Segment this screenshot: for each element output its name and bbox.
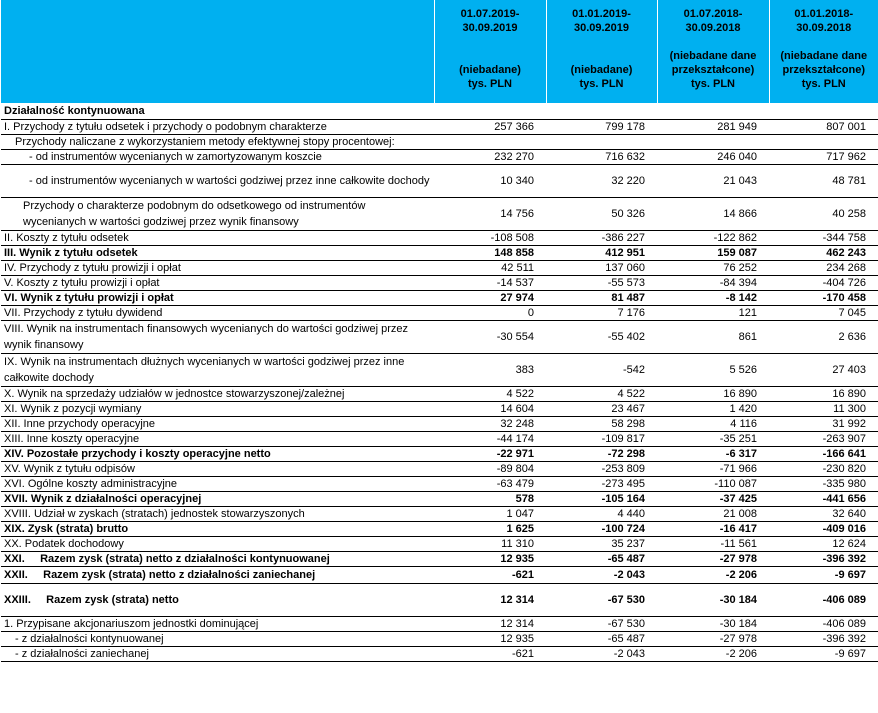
- cell-value: 234 268: [769, 261, 878, 276]
- cell-value: -30 184: [657, 584, 769, 617]
- cell-value: -396 392: [769, 632, 878, 647]
- table-row: [1, 165, 878, 198]
- cell-value: 4 116: [657, 417, 769, 432]
- cell-value: 7 045: [769, 306, 878, 321]
- cell-value: 14 604: [434, 402, 546, 417]
- cell-value: 246 040: [657, 150, 769, 165]
- row-label: V. Koszty z tytułu prowizji i opłat: [1, 276, 434, 291]
- cell-value: -55 402: [546, 321, 657, 354]
- table-row: [1, 261, 878, 276]
- cell-value: 23 467: [546, 402, 657, 417]
- table-row: [1, 462, 878, 477]
- cell-value: 462 243: [769, 246, 878, 261]
- cell-value: -35 251: [657, 432, 769, 447]
- cell-value: -166 641: [769, 447, 878, 462]
- header-blank-cell: [1, 0, 434, 103]
- period-start: 01.07.2018-: [683, 8, 743, 20]
- cell-value: -335 980: [769, 477, 878, 492]
- cell-value: 58 298: [546, 417, 657, 432]
- header-col-1: [434, 0, 546, 103]
- income-statement-table: [1, 0, 878, 662]
- note-line-2: (niebadane): [570, 64, 633, 76]
- cell-value: 578: [434, 492, 546, 507]
- row-label: XI. Wynik z pozycji wymiany: [1, 402, 434, 417]
- cell-value: 717 962: [769, 150, 878, 165]
- unit-label: tys. PLN: [690, 78, 735, 90]
- cell-value: 32 248: [434, 417, 546, 432]
- row-label: XIV. Pozostałe przychody i koszty operacyjne netto: [1, 447, 434, 462]
- row-label: I. Przychody z tytułu odsetek i przychody o podobnym charakterze: [1, 120, 434, 135]
- cell-value: -22 971: [434, 447, 546, 462]
- cell-value: -409 016: [769, 522, 878, 537]
- row-label: 1. Przypisane akcjonariuszom jednostki dominującej: [1, 617, 434, 632]
- row-label: IX. Wynik na instrumentach dłużnych wycenianych w wartości godziwej przez inne całkowite dochody: [1, 354, 434, 387]
- cell-value: 12 935: [434, 552, 546, 567]
- cell-value: 257 366: [434, 120, 546, 135]
- header-col-2: [546, 0, 657, 103]
- table-row: [1, 246, 878, 261]
- cell-value: -404 726: [769, 276, 878, 291]
- cell-value: 14 866: [657, 198, 769, 231]
- cell-value: -72 298: [546, 447, 657, 462]
- table-row: [1, 417, 878, 432]
- row-label: Przychody o charakterze podobnym do odsetkowego od instrumentów wycenianych w wartości godziwej przez wynik finansowy: [1, 198, 434, 231]
- cell-value: 11 300: [769, 402, 878, 417]
- table-row: [1, 632, 878, 647]
- table-row: [1, 617, 878, 632]
- cell-value: -122 862: [657, 231, 769, 246]
- unit-label: tys. PLN: [467, 78, 512, 90]
- cell-value: 4 522: [434, 387, 546, 402]
- cell-value: 76 252: [657, 261, 769, 276]
- cell-value: -84 394: [657, 276, 769, 291]
- cell-value: -6 317: [657, 447, 769, 462]
- cell-value: -67 530: [546, 584, 657, 617]
- row-label: II. Koszty z tytułu odsetek: [1, 231, 434, 246]
- table-row: [1, 135, 878, 150]
- table-row: [1, 552, 878, 567]
- cell-value: 35 237: [546, 537, 657, 552]
- section-row: [1, 103, 878, 120]
- cell-value: 48 781: [769, 165, 878, 198]
- cell-value: 5 526: [657, 354, 769, 387]
- cell-value: -170 458: [769, 291, 878, 306]
- row-label: XII. Inne przychody operacyjne: [1, 417, 434, 432]
- row-label: XV. Wynik z tytułu odpisów: [1, 462, 434, 477]
- note-line-1: (niebadane dane: [669, 50, 757, 62]
- row-label: VI. Wynik z tytułu prowizji i opłat: [1, 291, 434, 306]
- row-label: X. Wynik na sprzedaży udziałów w jednostce stowarzyszonej/zależnej: [1, 387, 434, 402]
- table-row: [1, 276, 878, 291]
- cell-value: -67 530: [546, 617, 657, 632]
- cell-value: -105 164: [546, 492, 657, 507]
- row-label: XXI. Razem zysk (strata) netto z działalności kontynuowanej: [1, 552, 434, 567]
- cell-value: 50 326: [546, 198, 657, 231]
- cell-value: 4 522: [546, 387, 657, 402]
- cell-value: -100 724: [546, 522, 657, 537]
- cell-value: -2 206: [657, 567, 769, 584]
- cell-value: 31 992: [769, 417, 878, 432]
- cell-value: 281 949: [657, 120, 769, 135]
- table-row: [1, 522, 878, 537]
- cell-value: 21 008: [657, 507, 769, 522]
- row-label: - od instrumentów wycenianych w zamortyzowanym koszcie: [1, 150, 434, 165]
- period-start: 01.01.2018-: [794, 8, 854, 20]
- cell-value: -396 392: [769, 552, 878, 567]
- cell-value: -406 089: [769, 584, 878, 617]
- cell-value: 16 890: [769, 387, 878, 402]
- row-label: - z działalności zaniechanej: [1, 647, 434, 662]
- cell-value: -55 573: [546, 276, 657, 291]
- row-label: VII. Przychody z tytułu dywidend: [1, 306, 434, 321]
- cell-value: 10 340: [434, 165, 546, 198]
- cell-value: 12 314: [434, 584, 546, 617]
- note-line-2: (niebadane): [459, 64, 521, 76]
- cell-value: -44 174: [434, 432, 546, 447]
- cell-value: -14 537: [434, 276, 546, 291]
- cell-value: 148 858: [434, 246, 546, 261]
- cell-value: -2 043: [546, 567, 657, 584]
- unit-label: tys. PLN: [801, 78, 846, 90]
- cell-value: -441 656: [769, 492, 878, 507]
- period-end: 30.09.2018: [685, 22, 741, 34]
- cell-value: 40 258: [769, 198, 878, 231]
- cell-value: -406 089: [769, 617, 878, 632]
- cell-value: 16 890: [657, 387, 769, 402]
- cell-value: -2 043: [546, 647, 657, 662]
- cell-value: 81 487: [546, 291, 657, 306]
- period-end: 30.09.2019: [462, 22, 518, 34]
- cell-value: 27 974: [434, 291, 546, 306]
- cell-value: 12 935: [434, 632, 546, 647]
- cell-value: 121: [657, 306, 769, 321]
- cell-value: 12 314: [434, 617, 546, 632]
- cell-value: 4 440: [546, 507, 657, 522]
- header-col-4: [769, 0, 878, 103]
- table-row: [1, 150, 878, 165]
- cell-value: 412 951: [546, 246, 657, 261]
- cell-value: -386 227: [546, 231, 657, 246]
- table-row: [1, 507, 878, 522]
- cell-value: -108 508: [434, 231, 546, 246]
- section-title: Działalność kontynuowana: [1, 103, 878, 120]
- cell-value: 42 511: [434, 261, 546, 276]
- cell-value: -89 804: [434, 462, 546, 477]
- unit-label: tys. PLN: [579, 78, 624, 90]
- cell-value: 1 420: [657, 402, 769, 417]
- cell-value: 21 043: [657, 165, 769, 198]
- cell-value: -8 142: [657, 291, 769, 306]
- cell-value: -542: [546, 354, 657, 387]
- row-label: - od instrumentów wycenianych w wartości godziwej przez inne całkowite dochody: [1, 165, 434, 198]
- row-label: Przychody naliczane z wykorzystaniem metody efektywnej stopy procentowej:: [1, 135, 878, 150]
- cell-value: 137 060: [546, 261, 657, 276]
- table-row: [1, 231, 878, 246]
- table-row: [1, 492, 878, 507]
- cell-value: 716 632: [546, 150, 657, 165]
- cell-value: -110 087: [657, 477, 769, 492]
- table-row: [1, 647, 878, 662]
- cell-value: -230 820: [769, 462, 878, 477]
- note-line-2: przekształcone): [671, 64, 755, 76]
- table-row: [1, 447, 878, 462]
- cell-value: 383: [434, 354, 546, 387]
- note-line-1: [549, 49, 655, 63]
- cell-value: 799 178: [546, 120, 657, 135]
- table-row: [1, 402, 878, 417]
- cell-value: -273 495: [546, 477, 657, 492]
- cell-value: -27 978: [657, 632, 769, 647]
- table-row: [1, 432, 878, 447]
- cell-value: 1 047: [434, 507, 546, 522]
- cell-value: -37 425: [657, 492, 769, 507]
- note-line-2: przekształcone): [782, 64, 866, 76]
- cell-value: -2 206: [657, 647, 769, 662]
- cell-value: -11 561: [657, 537, 769, 552]
- row-label: VIII. Wynik na instrumentach finansowych wycenianych do wartości godziwej przez wynik finansowy: [1, 321, 434, 354]
- cell-value: 11 310: [434, 537, 546, 552]
- cell-value: 7 176: [546, 306, 657, 321]
- period-end: 30.09.2019: [573, 22, 630, 34]
- cell-value: -71 966: [657, 462, 769, 477]
- row-label: XXIII. Razem zysk (strata) netto: [1, 584, 434, 617]
- cell-value: -263 907: [769, 432, 878, 447]
- row-label: III. Wynik z tytułu odsetek: [1, 246, 434, 261]
- cell-value: -30 184: [657, 617, 769, 632]
- cell-value: 2 636: [769, 321, 878, 354]
- table-row: [1, 477, 878, 492]
- cell-value: 32 220: [546, 165, 657, 198]
- cell-value: -65 487: [546, 552, 657, 567]
- row-label: IV. Przychody z tytułu prowizji i opłat: [1, 261, 434, 276]
- table-row: [1, 584, 878, 617]
- row-label: XXII. Razem zysk (strata) netto z działalności zaniechanej: [1, 567, 434, 584]
- table-row: [1, 537, 878, 552]
- row-label: XIX. Zysk (strata) brutto: [1, 522, 434, 537]
- cell-value: -344 758: [769, 231, 878, 246]
- table-row: [1, 120, 878, 135]
- row-label: XVI. Ogólne koszty administracyjne: [1, 477, 434, 492]
- table-row: [1, 567, 878, 584]
- cell-value: 861: [657, 321, 769, 354]
- cell-value: 12 624: [769, 537, 878, 552]
- table-row: [1, 354, 878, 387]
- cell-value: -27 978: [657, 552, 769, 567]
- row-label: XVII. Wynik z działalności operacyjnej: [1, 492, 434, 507]
- period-start: 01.01.2019-: [572, 8, 631, 20]
- cell-value: 807 001: [769, 120, 878, 135]
- period-end: 30.09.2018: [796, 22, 852, 34]
- cell-value: -253 809: [546, 462, 657, 477]
- row-label: XIII. Inne koszty operacyjne: [1, 432, 434, 447]
- header-row: [1, 0, 878, 103]
- table-row: [1, 387, 878, 402]
- header-col-3: [657, 0, 769, 103]
- cell-value: -30 554: [434, 321, 546, 354]
- note-line-1: (niebadane dane: [780, 50, 868, 62]
- cell-value: -621: [434, 647, 546, 662]
- cell-value: 32 640: [769, 507, 878, 522]
- period-start: 01.07.2019-: [460, 8, 520, 20]
- cell-value: -109 817: [546, 432, 657, 447]
- note-line-1: [437, 49, 544, 63]
- cell-value: 0: [434, 306, 546, 321]
- row-label: XX. Podatek dochodowy: [1, 537, 434, 552]
- cell-value: 232 270: [434, 150, 546, 165]
- cell-value: 159 087: [657, 246, 769, 261]
- table-row: [1, 198, 878, 231]
- cell-value: -65 487: [546, 632, 657, 647]
- cell-value: -9 697: [769, 567, 878, 584]
- cell-value: 14 756: [434, 198, 546, 231]
- cell-value: -16 417: [657, 522, 769, 537]
- cell-value: -63 479: [434, 477, 546, 492]
- table-row: [1, 291, 878, 306]
- cell-value: 27 403: [769, 354, 878, 387]
- table-row: [1, 306, 878, 321]
- cell-value: 1 625: [434, 522, 546, 537]
- cell-value: -9 697: [769, 647, 878, 662]
- row-label: XVIII. Udział w zyskach (stratach) jednostek stowarzyszonych: [1, 507, 434, 522]
- row-label: - z działalności kontynuowanej: [1, 632, 434, 647]
- cell-value: -621: [434, 567, 546, 584]
- table-row: [1, 321, 878, 354]
